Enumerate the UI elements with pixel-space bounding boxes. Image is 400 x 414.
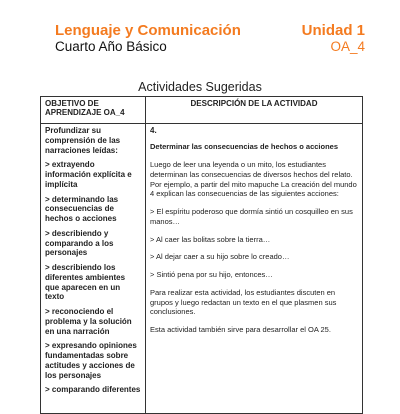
activity-bullet: > Sintió pena por su hijo, entonces… [150, 270, 273, 280]
objective-item: > comparando diferentes [45, 385, 141, 395]
objective-item: > extrayendo información explícita e implícita [45, 160, 132, 189]
unit-label: Unidad 1 [301, 22, 365, 39]
activity-bullet: > El espíritu poderoso que dormía sintió un cosquilleo en sus manos… [150, 207, 353, 226]
grade-label: Cuarto Año Básico [55, 39, 167, 54]
objective-intro: Profundizar su comprensión de las narraciones leídas: [45, 126, 121, 155]
page-header [55, 22, 365, 58]
description-column-header: DESCRIPCIÓN DE LA ACTIVIDAD [146, 97, 363, 124]
description-cell [146, 124, 363, 414]
objective-code: OA_4 [330, 39, 365, 54]
activity-bullet: > Al dejar caer a su hijo sobre lo creado… [150, 252, 290, 262]
objective-column-header: OBJETIVO DE APRENDIZAJE OA_4 [41, 97, 146, 124]
objectives-cell [41, 124, 146, 414]
activity-paragraph: Luego de leer una leyenda o un mito, los estudiantes determinan las consecuencias de diversos hechos del relato. Por ejemplo, a partir del mito mapuche La creación del mundo 4 explican las consecuencias de las siguientes acciones: [150, 160, 357, 199]
activity-title: Determinar las consecuencias de hechos o acciones [150, 142, 338, 152]
section-title: Actividades Sugeridas [138, 80, 262, 94]
table-header-row [41, 97, 363, 124]
objective-item: > determinando las consecuencias de hechos o acciones [45, 194, 119, 223]
subject-title: Lenguaje y Comunicación [55, 22, 241, 39]
objective-item: > reconociendo el problema y la solución en una narración [45, 307, 132, 336]
objective-item: > describiendo y comparando a los personajes [45, 228, 114, 258]
activity-bullet: > Al caer las bolitas sobre la tierra… [150, 234, 271, 244]
objective-item: > describiendo los diferentes ambientes que aparecen en un texto [45, 263, 126, 302]
objective-item: > expresando opiniones fundamentadas sobre actitudes y acciones de los personajes [45, 341, 137, 380]
activities-table [40, 96, 363, 414]
activity-paragraph: Para realizar esta actividad, los estudiantes discuten en grupos y luego redactan un texto en el que plasmen sus conclusiones. [150, 287, 337, 317]
activity-number: 4. [150, 126, 157, 135]
table-row [41, 124, 363, 414]
activity-paragraph: Esta actividad también sirve para desarrollar el OA 25. [150, 325, 331, 335]
